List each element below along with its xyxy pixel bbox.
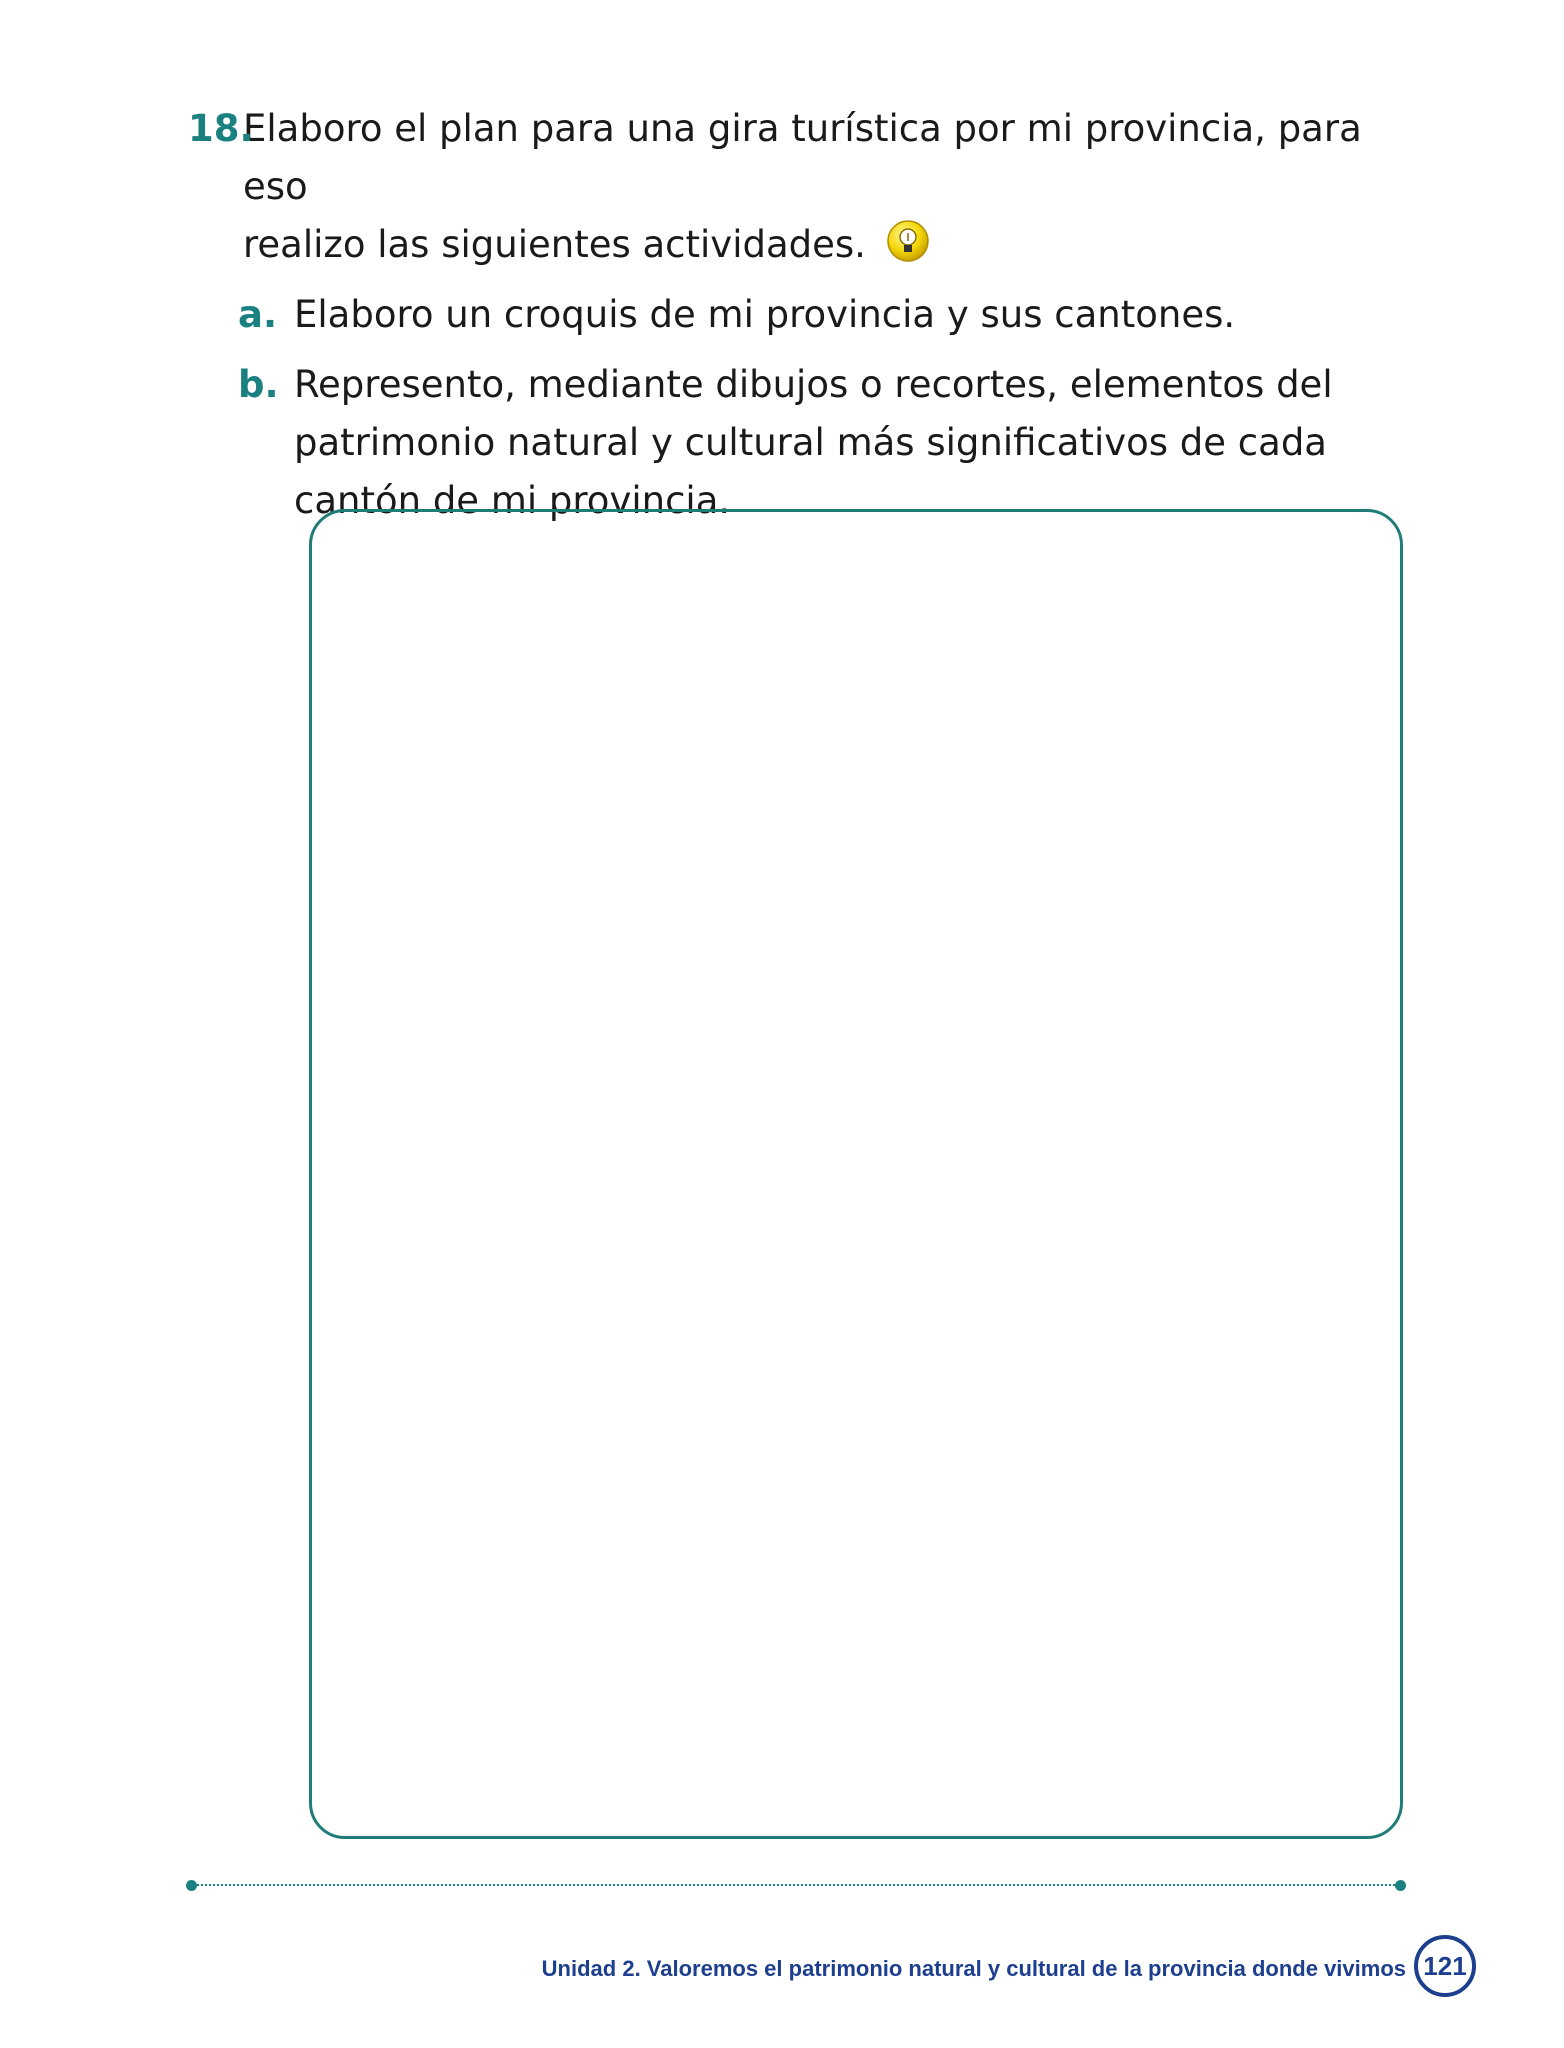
question-text-line1: Elaboro el plan para una gira turística por mi provincia, para eso [243, 107, 1362, 208]
question-statement [188, 100, 1438, 274]
sub-item-text: Elaboro un croquis de mi provincia y sus cantones. [294, 293, 1236, 336]
unit-title: Unidad 2. Valoremos el patrimonio natural y cultural de la provincia donde vivimos [541, 1956, 1406, 1981]
question-text-line2: realizo las siguientes actividades. [243, 223, 866, 266]
sub-item-text: Represento, mediante dibujos o recortes, elementos del patrimonio natural y cultural más significativos de cada cantón de mi provincia. [294, 363, 1333, 522]
drawing-area[interactable] [309, 509, 1403, 1839]
page-number: 121 [1414, 1935, 1476, 1997]
question-number: 18. [188, 107, 254, 150]
dotted-line [194, 1884, 1398, 1886]
divider-dot-right [1395, 1880, 1406, 1891]
sub-item-letter: a. [238, 293, 278, 336]
sub-item-letter: b. [238, 363, 279, 406]
footer-divider [186, 1880, 1406, 1890]
sub-item-b [188, 356, 1438, 530]
lightbulb-icon [886, 219, 930, 263]
question-18 [188, 100, 1438, 530]
sub-item-a [188, 286, 1438, 344]
